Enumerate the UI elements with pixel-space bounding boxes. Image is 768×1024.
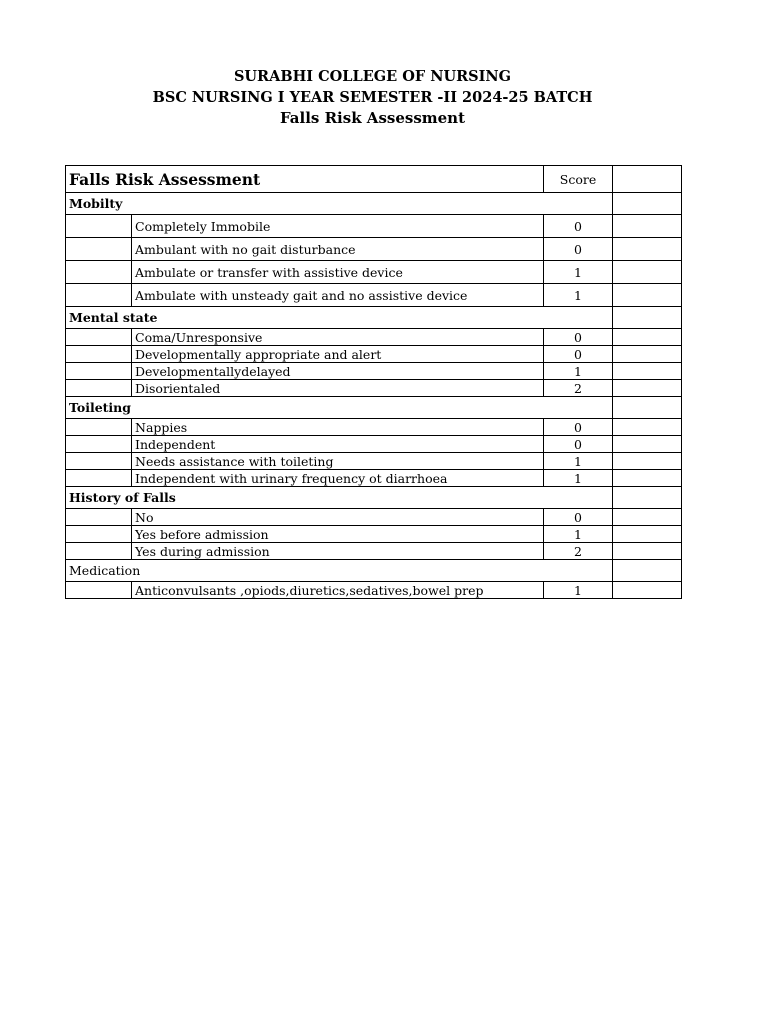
empty-cell (613, 509, 682, 526)
empty-cell (613, 397, 682, 419)
table-header-row (66, 166, 682, 193)
empty-cell (613, 215, 682, 238)
empty-cell (613, 470, 682, 487)
empty-cell (66, 284, 132, 307)
table-row (66, 363, 682, 380)
empty-cell (613, 284, 682, 307)
item-text: Needs assistance with toileting (132, 453, 544, 470)
empty-cell (613, 238, 682, 261)
table-row (66, 470, 682, 487)
empty-cell (66, 543, 132, 560)
item-score: 1 (544, 526, 613, 543)
item-text: Yes before admission (132, 526, 544, 543)
course-batch: BSC NURSING I YEAR SEMESTER -II 2024-25 BATCH (152, 89, 593, 106)
empty-cell (66, 526, 132, 543)
item-score: 1 (544, 470, 613, 487)
table-row (66, 453, 682, 470)
item-text: Ambulate or transfer with assistive device (132, 261, 544, 284)
empty-cell (613, 560, 682, 582)
empty-cell (66, 215, 132, 238)
college-name: SURABHI COLLEGE OF NURSING (233, 68, 512, 85)
table-row (66, 380, 682, 397)
item-score: 0 (544, 436, 613, 453)
section-row-history-of-falls (66, 487, 682, 509)
empty-cell (66, 509, 132, 526)
item-text: Ambulate with unsteady gait and no assistive device (132, 284, 544, 307)
item-score: 1 (544, 261, 613, 284)
document-header (0, 66, 745, 129)
table-row (66, 284, 682, 307)
section-row-toileting (66, 397, 682, 419)
table-row (66, 509, 682, 526)
document-title: Falls Risk Assessment (279, 109, 466, 127)
empty-cell (613, 582, 682, 599)
empty-cell (66, 453, 132, 470)
item-text: Independent (132, 436, 544, 453)
empty-cell (66, 238, 132, 261)
empty-cell (613, 307, 682, 329)
item-text: Independent with urinary frequency ot diarrhoea (132, 470, 544, 487)
item-text: Coma/Unresponsive (132, 329, 544, 346)
item-score: 0 (544, 215, 613, 238)
item-score: 1 (544, 582, 613, 599)
section-label: Mobilty (66, 193, 613, 215)
table-row (66, 526, 682, 543)
empty-cell (613, 436, 682, 453)
item-score: 0 (544, 509, 613, 526)
section-label: Toileting (66, 397, 613, 419)
item-score: 1 (544, 363, 613, 380)
item-score: 0 (544, 419, 613, 436)
item-score: 0 (544, 346, 613, 363)
empty-cell (613, 329, 682, 346)
section-label: Mental state (66, 307, 613, 329)
table-row (66, 543, 682, 560)
empty-cell (613, 166, 682, 193)
empty-cell (613, 543, 682, 560)
item-text: Completely Immobile (132, 215, 544, 238)
empty-cell (66, 363, 132, 380)
item-text: No (132, 509, 544, 526)
table-row (66, 261, 682, 284)
table-row (66, 329, 682, 346)
section-label: History of Falls (66, 487, 613, 509)
table-row (66, 419, 682, 436)
item-score: 1 (544, 453, 613, 470)
item-text: Nappies (132, 419, 544, 436)
item-text: Yes during admission (132, 543, 544, 560)
empty-cell (66, 419, 132, 436)
empty-cell (613, 346, 682, 363)
item-text: Disorientaled (132, 380, 544, 397)
empty-cell (613, 419, 682, 436)
section-row-mobility (66, 193, 682, 215)
empty-cell (613, 193, 682, 215)
item-text: Ambulant with no gait disturbance (132, 238, 544, 261)
item-text: Developmentally appropriate and alert (132, 346, 544, 363)
section-row-medication (66, 560, 682, 582)
item-score: 1 (544, 284, 613, 307)
section-row-mental-state (66, 307, 682, 329)
table-title: Falls Risk Assessment (66, 166, 544, 193)
section-label: Medication (66, 560, 613, 582)
empty-cell (66, 470, 132, 487)
empty-cell (66, 261, 132, 284)
table-row (66, 582, 682, 599)
item-text: Anticonvulsants ,opiods,diuretics,sedatives,bowel prep (132, 582, 544, 599)
empty-cell (613, 363, 682, 380)
item-score: 0 (544, 329, 613, 346)
score-column-header: Score (544, 166, 613, 193)
item-score: 2 (544, 380, 613, 397)
table-row (66, 215, 682, 238)
table-row (66, 436, 682, 453)
item-text: Developmentallydelayed (132, 363, 544, 380)
empty-cell (66, 346, 132, 363)
empty-cell (613, 453, 682, 470)
table-row (66, 238, 682, 261)
empty-cell (613, 261, 682, 284)
empty-cell (66, 380, 132, 397)
empty-cell (66, 582, 132, 599)
item-score: 0 (544, 238, 613, 261)
empty-cell (613, 487, 682, 509)
empty-cell (613, 526, 682, 543)
falls-risk-table (65, 165, 682, 599)
table-row (66, 346, 682, 363)
empty-cell (66, 329, 132, 346)
item-score: 2 (544, 543, 613, 560)
empty-cell (613, 380, 682, 397)
empty-cell (66, 436, 132, 453)
